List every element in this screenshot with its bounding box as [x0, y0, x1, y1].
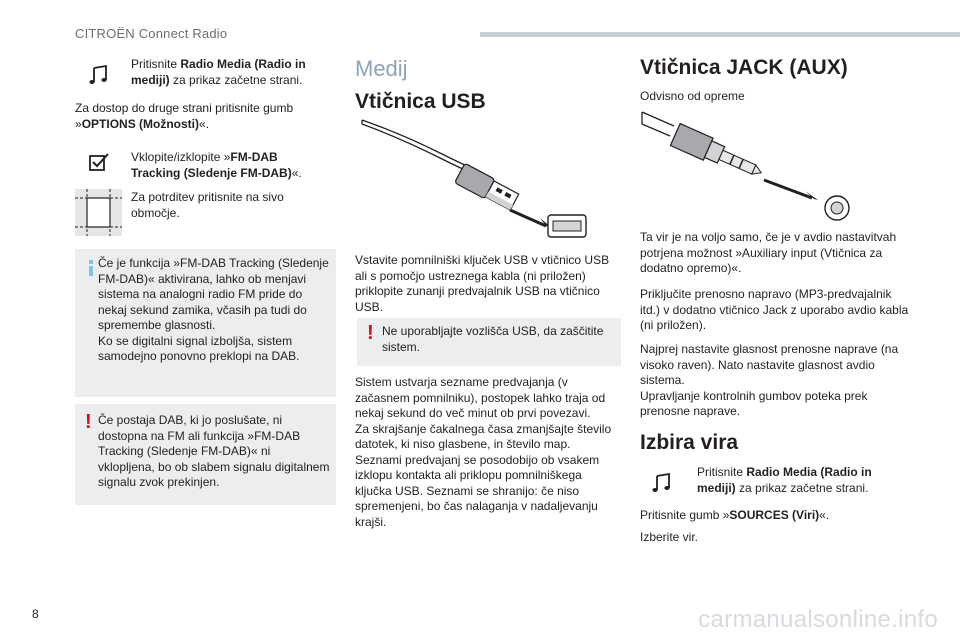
para-text-end: «. [199, 116, 210, 131]
warning-icon: ! [85, 411, 92, 433]
section-heading-medij: Medij [355, 56, 408, 81]
warning-note-text: Če postaja DAB, ki jo poslušate, ni dostopna na FM ali funkcija »FM-DAB Tracking (Sledenje FM-DAB)« ni vklopljena, bo ob slabem signalu digitalnem signalu zvok prekinjen. [98, 413, 330, 489]
step-radio-media-source [697, 465, 897, 496]
grey-area-icon [75, 189, 122, 236]
para-text: Pritisnite gumb » [640, 508, 730, 522]
para-text-end: «. [819, 508, 830, 522]
step-text: Pritisnite [697, 465, 747, 479]
para-bold: OPTIONS (Možnosti) [81, 116, 200, 131]
step-bold: Radio Media (Radio in mediji) [131, 57, 306, 87]
step-text-end: «. [291, 165, 302, 180]
para-bold: SOURCES (Viri) [729, 508, 820, 522]
sources-paragraph [640, 508, 910, 524]
select-source-paragraph: Izberite vir. [640, 530, 699, 544]
jack-plug-illustration [640, 110, 860, 226]
jack-paragraph-connect: Priključite prenosno napravo (MP3-predvajalnik itd.) v dodatno vtičnico Jack z uporabo avdio kabla (ni priložen). [640, 287, 909, 332]
info-icon [86, 260, 96, 276]
music-note-icon [651, 472, 673, 494]
jack-paragraph-availability: Ta vir je na voljo samo, če je v avdio nastavitvah potrjena možnost »Auxiliary input (Vtičnica za dodatno opremo)«. [640, 230, 897, 275]
step-confirm: Za potrditev pritisnite na sivo območje. [131, 190, 284, 220]
watermark: carmanualsonline.info [698, 606, 938, 633]
jack-subtitle: Odvisno od opreme [640, 89, 745, 103]
step-radio-media [131, 57, 321, 88]
step-text: Pritisnite [131, 57, 181, 71]
usb-stick-illustration [360, 118, 600, 240]
para-text: Za dostop do druge strani pritisnite gumb » [75, 101, 294, 131]
step-bold: Radio Media (Radio in mediji) [697, 465, 872, 495]
header-title: CITROËN Connect Radio [75, 26, 228, 41]
section-heading-jack: Vtičnica JACK (AUX) [640, 56, 848, 79]
checkbox-icon [88, 152, 110, 172]
section-heading-usb: Vtičnica USB [355, 90, 486, 113]
step-text: Vklopite/izklopite » [131, 150, 231, 164]
section-heading-source: Izbira vira [640, 431, 739, 454]
usb-paragraph-playlists: Sistem ustvarja sezname predvajanja (v začasnem pomnilniku), postopek lahko traja od nekaj sekund do več minut ob prvi povezavi. Za skrajšanje čakalnega časa zmanjšajte število datotek, ki niso glasbene, in število map. Seznami predvajanj se posodobijo ob vsakem izklopu kontakta ali priklopu pomnilniškega ključka USB. Seznami se shranijo: če niso spremenjeni, bo čas nalaganja v nadaljevanju krajši. [355, 375, 612, 529]
step-bold: FM-DAB Tracking (Sledenje FM-DAB) [131, 150, 292, 180]
jack-paragraph-volume: Najprej nastavite glasnost prenosne naprave (na visoko raven). Nato nastavite glasnost avdio sistema. Upravljanje kontrolnih gumbov poteka prek prenosne naprave. [640, 342, 899, 418]
music-note-icon [88, 64, 110, 86]
options-paragraph [75, 101, 325, 132]
info-note-text: Če je funkcija »FM-DAB Tracking (Sledenje FM-DAB)« aktivirana, lahko ob menjavi sistema na analogni radio FM pride do nekaj sekund zamika, včasih pa tudi do spremembe glasnosti. Ko se digitalni signal izboljša, sistem samodejno ponovno preklopi na DAB. [98, 256, 329, 363]
warning-icon: ! [367, 322, 374, 344]
step-fm-dab [131, 150, 316, 181]
step-text-end: za prikaz začetne strani. [735, 480, 869, 495]
header-bar [480, 32, 960, 37]
step-text-end: za prikaz začetne strani. [169, 72, 303, 87]
usb-warning-text: Ne uporabljajte vozlišča USB, da zaščitite sistem. [382, 324, 604, 354]
page-number: 8 [32, 607, 39, 621]
usb-paragraph-insert: Vstavite pomnilniški ključek USB v vtičnico USB ali s pomočjo ustreznega kabla (ni priložen) priklopite zunanji predvajalnik USB na vtičnico USB. [355, 253, 610, 314]
